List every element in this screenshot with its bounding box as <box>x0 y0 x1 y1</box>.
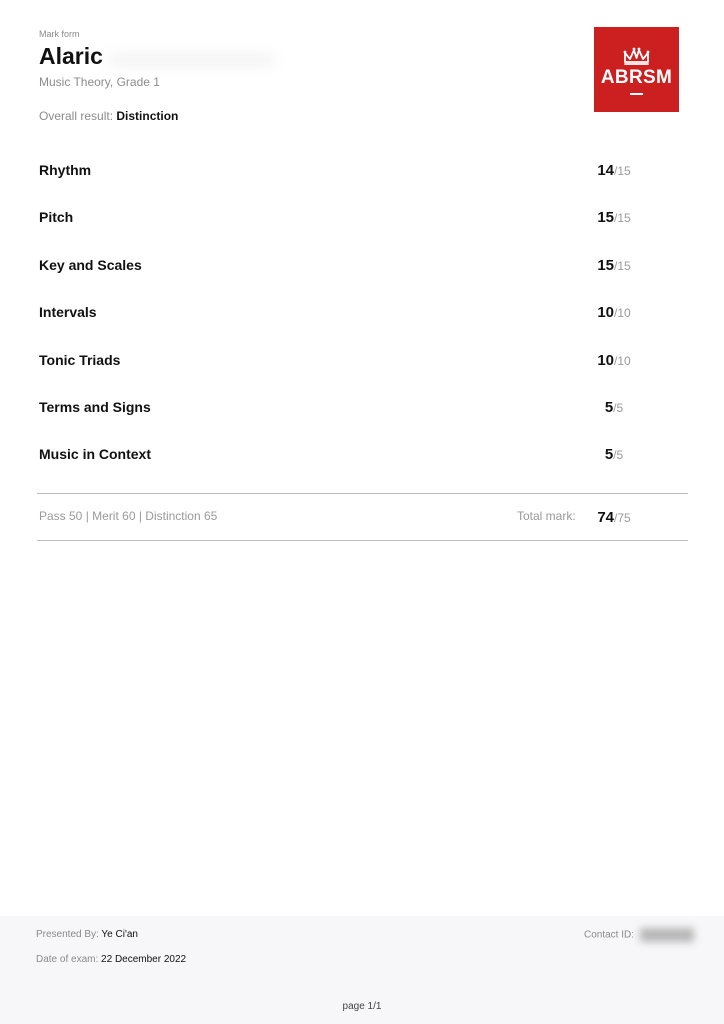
exam-date-value: 22 December 2022 <box>101 954 187 965</box>
section-row-key-and-scales <box>39 252 669 299</box>
overall-result <box>39 108 559 124</box>
page-footer <box>0 916 724 1024</box>
section-score <box>569 209 659 227</box>
section-score <box>569 352 659 370</box>
section-row-terms-and-signs <box>39 394 669 441</box>
total-score-max: /75 <box>614 511 631 525</box>
abrsm-logo-text: ABRSM <box>600 67 673 88</box>
score-value: 14 <box>597 162 614 179</box>
score-max: /10 <box>614 353 631 368</box>
score-value: 15 <box>597 256 614 274</box>
total-mark-score <box>569 509 659 527</box>
section-row-tonic-triads <box>39 347 669 394</box>
section-name: Intervals <box>39 304 97 321</box>
score-value: 5 <box>604 398 614 416</box>
abrsm-logo <box>594 27 679 112</box>
grade-thresholds: Pass 50 | Merit 60 | Distinction 65 <box>39 509 218 523</box>
score-max: /10 <box>614 306 631 321</box>
section-row-rhythm <box>39 157 669 204</box>
section-row-music-in-context <box>39 441 669 488</box>
section-name: Music in Context <box>39 446 152 463</box>
exam-date <box>36 953 186 967</box>
presented-by-label: Presented By: <box>36 929 99 940</box>
section-score <box>569 162 659 180</box>
exam-subject: Music Theory, Grade 1 <box>39 75 160 89</box>
total-mark-label: Total mark: <box>517 509 576 523</box>
presented-by <box>36 928 138 942</box>
section-name: Rhythm <box>39 162 92 178</box>
total-score-value: 74 <box>597 509 614 526</box>
exam-date-label: Date of exam: <box>36 954 99 965</box>
document-type: Mark form <box>39 29 80 39</box>
score-value: 5 <box>604 446 614 464</box>
score-max: /5 <box>613 448 624 463</box>
section-name: Pitch <box>39 209 74 226</box>
score-max: /15 <box>614 211 631 226</box>
presented-by-value: Ye Ci'an <box>101 929 138 940</box>
section-name: Terms and Signs <box>39 398 151 415</box>
contact-id <box>584 928 694 943</box>
section-name: Tonic Triads <box>39 351 121 368</box>
contact-id-label: Contact ID: <box>584 929 635 941</box>
section-marks-list <box>39 157 669 489</box>
redacted-contact-id <box>640 928 694 942</box>
section-score <box>569 257 659 275</box>
score-value: 15 <box>597 209 614 227</box>
score-max: /5 <box>613 400 624 415</box>
score-value: 10 <box>597 304 614 322</box>
score-max: /15 <box>614 164 631 178</box>
score-value: 10 <box>597 351 614 369</box>
section-score <box>569 446 659 464</box>
score-max: /15 <box>614 258 631 273</box>
section-name: Key and Scales <box>39 256 142 273</box>
overall-result-label: Overall result: <box>39 109 114 123</box>
overall-result-value: Distinction <box>116 109 179 123</box>
redacted-surname <box>109 52 274 68</box>
section-score <box>569 399 659 417</box>
total-mark-row <box>37 493 688 541</box>
candidate-name: Alaric <box>39 43 103 69</box>
mark-form-header <box>39 28 559 124</box>
section-row-intervals <box>39 299 669 346</box>
candidate-name-row <box>39 42 559 70</box>
section-score <box>569 304 659 322</box>
section-row-pitch <box>39 204 669 251</box>
page-number: page 1/1 <box>342 1001 382 1012</box>
